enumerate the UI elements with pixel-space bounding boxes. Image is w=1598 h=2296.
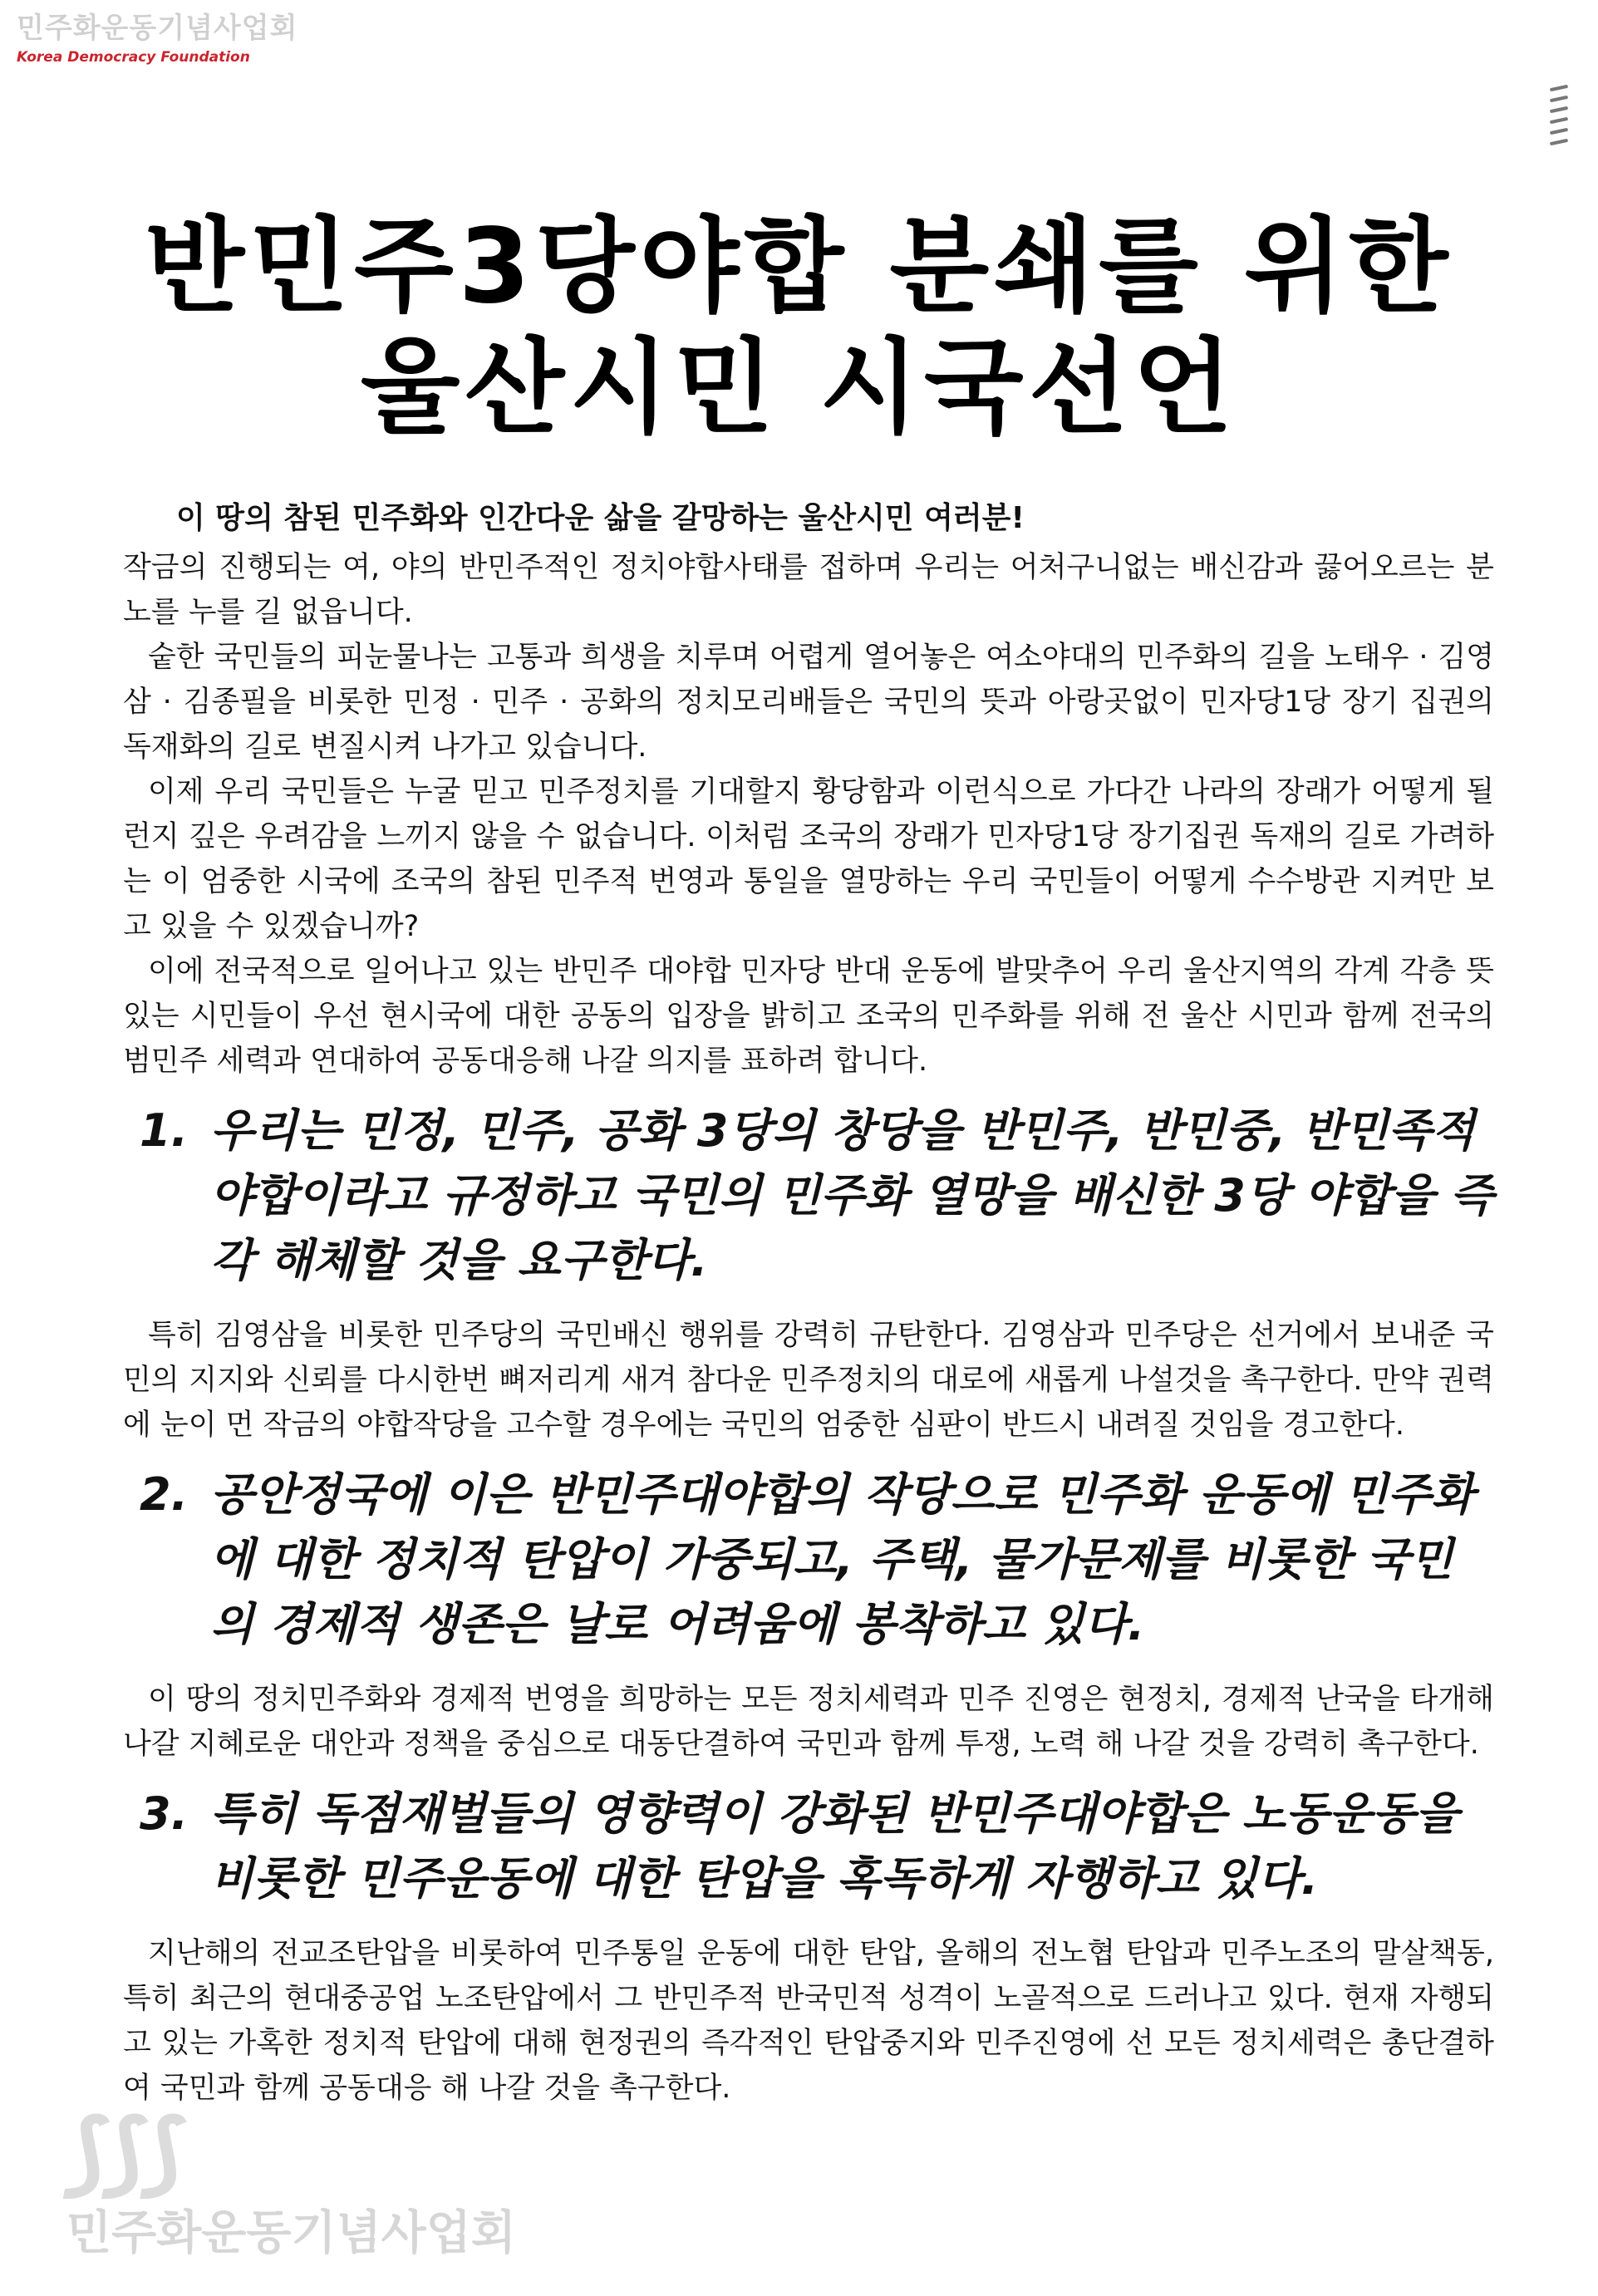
watermark-signature-mark: ⟆⟆⟆ (66, 2099, 182, 2205)
demand-heading-text: 우리는 민정, 민주, 공화 3당의 창당을 반민주, 반민중, 반민족적 야합이라고 규정하고 국민의 민주화 열망을 배신한 3당 야합을 즉각 해체할 것을 요구한다. (210, 1104, 1494, 1286)
watermark-org-name-bottom: 민주화운동기념사업회 (66, 2206, 516, 2260)
watermark-org-name-en: Korea Democracy Foundation (17, 49, 250, 66)
watermark-logo-bottom (66, 2099, 516, 2260)
demand-paragraph-1: 특히 김영삼을 비롯한 민주당의 국민배신 행위를 강력히 규탄한다. 김영삼과 민주당은 선거에서 보내준 국민의 지지와 신뢰를 다시한번 뼈저리게 새겨 참다운 민주정치의 대로에 새롭게 나설것을 촉구한다. 만약 권력에 눈이 먼 작금의 야합작당을 고수할 경우에는 국민의 엄중한 심판이 반드시 내려질 것임을 경고한다. (123, 1319, 1494, 1442)
title-line-1: 반민주3당야합 분쇄를 위한 (145, 207, 1453, 327)
greeting: 이 땅의 참된 민주화와 인간다운 삶을 갈망하는 울산시민 여러분! (176, 501, 1025, 535)
title-line-2: 울산시민 시국선언 (360, 328, 1238, 448)
watermark-logo-top (17, 12, 297, 66)
intro-paragraph: 이제 우리 국민들은 누굴 믿고 민주정치를 기대할지 황당함과 이런식으로 가다간 나라의 장래가 어떻게 될런지 깊은 우려감을 느끼지 않을 수 없습니다. 이처럼 조국의 장래가 민자당1당 장기집권 독재의 길로 가려하는 이 엄중한 시국에 조국의 참된 민주적 번영과 통일을 열망하는 우리 국민들이 어떻게 수수방관 지켜만 보고 있을 수 있겠습니까? (123, 775, 1494, 943)
document-title (0, 206, 1598, 449)
demand-heading-text: 특히 독점재벌들의 영향력이 강화된 반민주대야합은 노동운동을 비롯한 민주운동에 대한 탄압을 혹독하게 자행하고 있다. (210, 1787, 1459, 1905)
intro-paragraph: 숱한 국민들의 피눈물나는 고통과 희생을 치루며 어렵게 열어놓은 여소야대의 민주화의 길을 노태우 · 김영삼 · 김종필을 비롯한 민정 · 민주 · 공화의 정치모리배들은 국민의 뜻과 아랑곳없이 민자당1당 장기 집권의 독재화의 길로 변질시켜 나가고 있습니다. (123, 641, 1494, 764)
document-body (123, 499, 1494, 2116)
intro-paragraph: 이에 전국적으로 일어나고 있는 반민주 대야합 민자당 반대 운동에 발맞추어 우리 울산지역의 각계 각층 뜻있는 시민들이 우선 현시국에 대한 공동의 입장을 밝히고 조국의 민주화를 위해 전 울산 시민과 함께 전국의 범민주 세력과 연대하여 공동대응해 나갈 의지를 표하려 합니다. (123, 955, 1494, 1078)
demand-number: 1. (140, 1104, 189, 1157)
watermark-org-name: 민주화운동기념사업회 (17, 12, 298, 45)
demand-heading-3 (123, 1782, 1494, 1911)
demand-heading-2 (123, 1463, 1494, 1657)
demand-paragraph-2: 이 땅의 정치민주화와 경제적 번영을 희망하는 모든 정치세력과 민주 진영은 현정치, 경제적 난국을 타개해 나갈 지혜로운 대안과 정책을 중심으로 대동단결하여 국민과 함께 투쟁, 노력 해 나갈 것을 강력히 촉구한다. (123, 1683, 1494, 1761)
demand-heading-text: 공안정국에 이은 반민주대야합의 작당으로 민주화 운동에 민주화에 대한 정치적 탄압이 가중되고, 주택, 물가문제를 비롯한 국민의 경제적 생존은 날로 어려움에 봉착하고 있다. (210, 1468, 1475, 1650)
demand-paragraph-3: 지난해의 전교조탄압을 비롯하여 민주통일 운동에 대한 탄압, 올해의 전노협 탄압과 민주노조의 말살책동, 특히 최근의 현대중공업 노조탄압에서 그 반민주적 반국민적 성격이 노골적으로 드러나고 있다. 현재 자행되고 있는 가혹한 정치적 탄압에 대해 현정권의 즉각적인 탄압중지와 민주진영에 선 모든 정치세력은 총단결하여 국민과 함께 공동대응 해 나갈 것을 촉구한다. (123, 1937, 1494, 2105)
handwritten-corner-mark (1550, 79, 1573, 170)
demand-number: 3. (140, 1787, 189, 1840)
demand-number: 2. (140, 1468, 189, 1521)
demand-heading-1 (123, 1099, 1494, 1293)
intro-paragraph: 작금의 진행되는 여, 야의 반민주적인 정치야합사태를 접하며 우리는 어처구니없는 배신감과 끓어오르는 분노를 누를 길 없읍니다. (123, 551, 1494, 629)
